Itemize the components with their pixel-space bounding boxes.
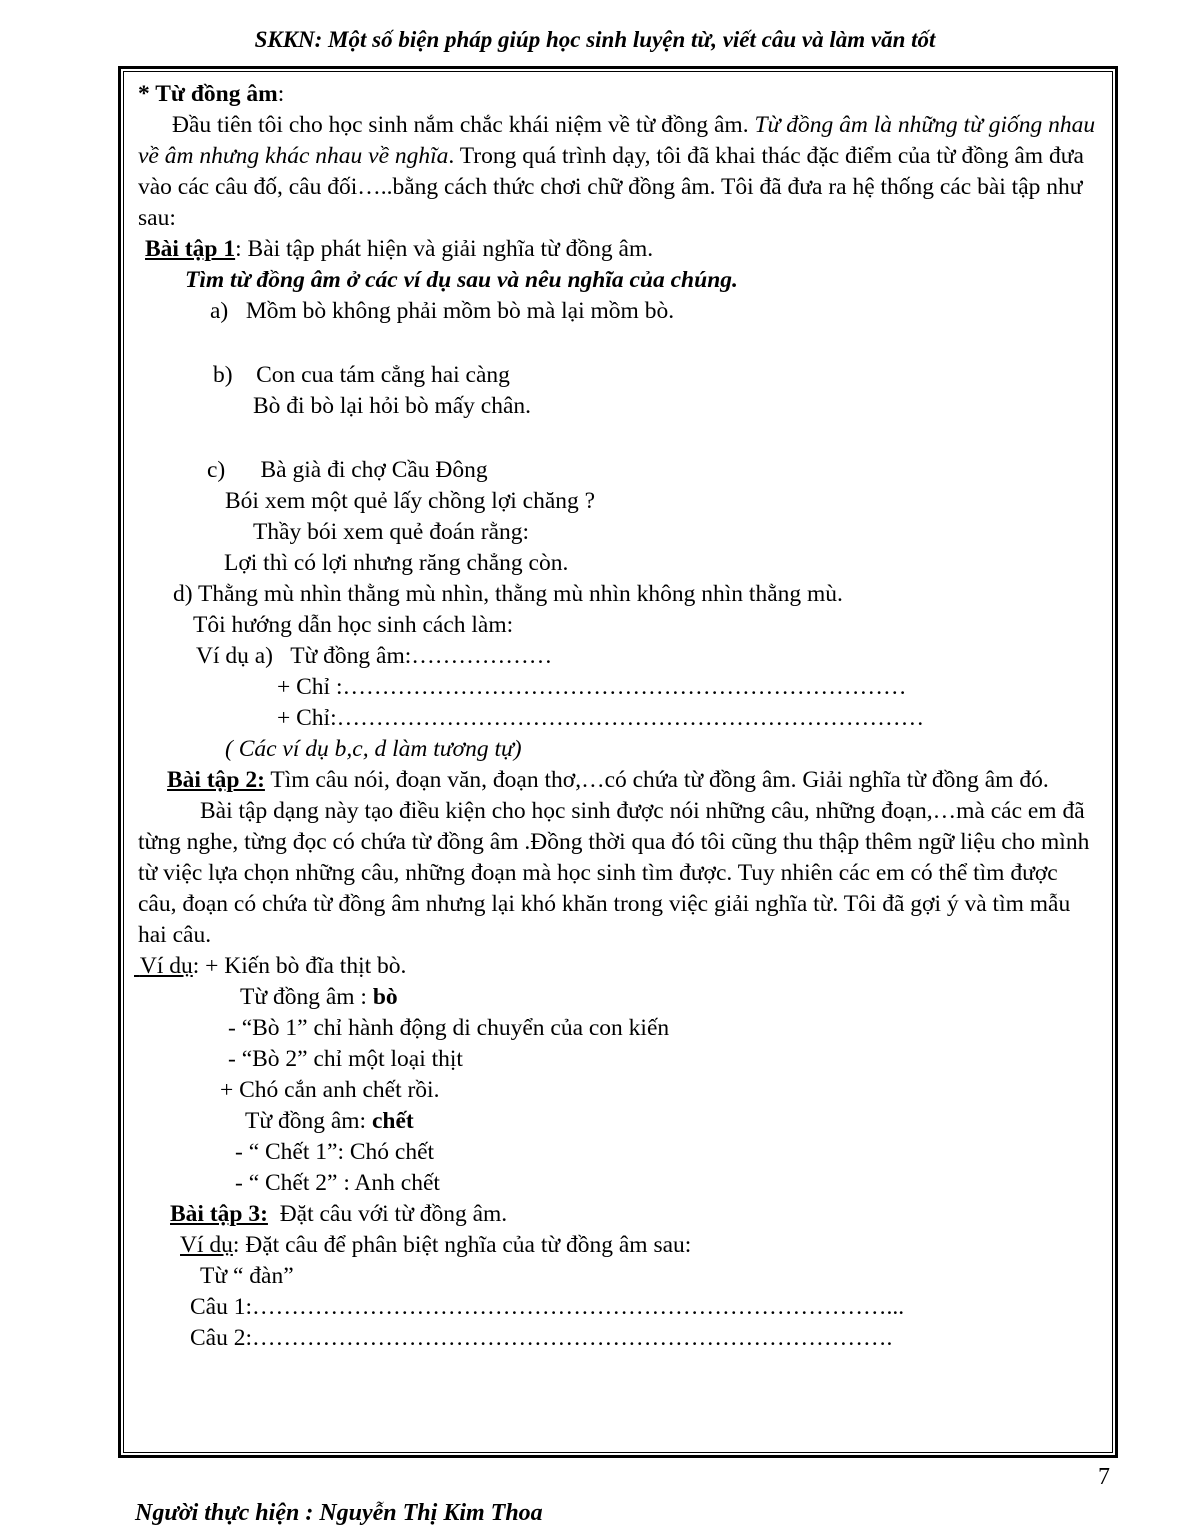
intro-text-2: . Trong quá trình dạy, tôi đã khai thác đặc điểm của từ đồng âm đưa vào các câu đố, câu đối…..bằng cách thức chơi chữ đồng âm. Tôi đã đưa ra hệ thống các bài tập như sau: — [138, 143, 1084, 231]
section-heading-colon: : — [277, 81, 285, 107]
exercise2-bo-intro-line — [134, 982, 1102, 1013]
exercise3-example-line — [134, 1230, 1102, 1261]
intro-paragraph — [134, 110, 1102, 234]
exercise1-item-b-line1: b) Con cua tám cẳng hai càng — [213, 362, 510, 388]
exercise3-label-suffix: Đặt câu với từ đồng âm. — [267, 1201, 508, 1227]
exercise1-chi-line1: + Chỉ :……………………………………………………………… — [277, 674, 907, 700]
content-border-box — [118, 66, 1118, 1458]
exercise2-bo1-line: - “Bò 1” chỉ hành động di chuyển của con kiến — [228, 1015, 670, 1041]
intro-definition-italic: Từ đồng âm là những từ giống nhau về âm nhưng khác nhau về nghĩa — [138, 112, 1096, 169]
exercise3-title — [134, 1199, 1102, 1230]
exercise2-label-suffix: Tìm câu nói, đoạn văn, đoạn thơ,…có chứa từ đồng âm. Giải nghĩa từ đồng âm đó. — [264, 767, 1049, 793]
section-heading-star: * — [138, 81, 156, 107]
exercise1-item-b-line2: Bò đi bò lại hỏi bò mấy chân. — [253, 393, 532, 419]
exercise2-bo-word: bò — [372, 984, 398, 1010]
exercise2-label: Bài tập 2: — [167, 767, 265, 793]
exercise3-cau1-line: Câu 1:………………………………………………………………………... — [190, 1294, 905, 1320]
exercise1-item-a: a) Mồm bò không phải mồm bò mà lại mồm bò. — [210, 298, 675, 324]
exercise3-example-label: Ví dụ — [180, 1232, 233, 1258]
exercise2-cho-line: + Chó cắn anh chết rồi. — [220, 1077, 440, 1103]
exercise2-bo-intro: Từ đồng âm : — [240, 984, 373, 1010]
exercise1-chi-line2: + Chỉ:………………………………………………………………… — [277, 705, 925, 731]
content-border-box-inner — [123, 71, 1113, 1453]
exercise1-note: ( Các ví dụ b,c, d làm tương tự) — [225, 736, 522, 762]
running-header — [0, 26, 1190, 54]
exercise1-item-d: d) Thằng mù nhìn thằng mù nhìn, thằng mù nhìn không nhìn thằng mù. — [173, 581, 843, 607]
exercise2-chet2-line: - “ Chết 2” : Anh chết — [235, 1170, 440, 1196]
exercise1-item-c-line1: c) Bà già đi chợ Cầu Đông — [207, 457, 488, 483]
exercise2-body-paragraph: Bài tập dạng này tạo điều kiện cho học sinh được nói những câu, những đoạn,…mà các em đã từng nghe, từng đọc có chứa từ đồng âm .Đồng thời qua đó tôi cũng thu thập thêm ngữ liệu cho mình từ việc lựa chọn những câu, những đoạn mà học sinh tìm được. Tuy nhiên các em có thể tìm được câu, đoạn có chứa từ đồng âm nhưng lại khó khăn trong việc giải nghĩa từ. Tôi đã gợi ý và tìm mẫu hai câu. — [138, 798, 1090, 948]
exercise1-label: Bài tập 1 — [145, 236, 236, 262]
intro-text-1: Đầu tiên tôi cho học sinh nắm chắc khái niệm về từ đồng âm. — [172, 112, 755, 138]
exercise1-prompt: Tìm từ đồng âm ở các ví dụ sau và nêu nghĩa của chúng. — [185, 267, 738, 293]
exercise1-item-c-line3: Thầy bói xem quẻ đoán rằng: — [253, 519, 530, 545]
exercise2-bo2-line: - “Bò 2” chỉ một loại thịt — [228, 1046, 463, 1072]
exercise3-word-line: Từ “ đàn” — [200, 1263, 294, 1289]
footer-author: Người thực hiện : Nguyễn Thị Kim Thoa — [135, 1500, 543, 1526]
exercise3-example-text: : Đặt câu để phân biệt nghĩa của từ đồng âm sau: — [232, 1232, 692, 1258]
exercise3-label: Bài tập 3: — [170, 1201, 268, 1227]
exercise2-chet1-line: - “ Chết 1”: Chó chết — [235, 1139, 435, 1165]
exercise1-label-suffix: : Bài tập phát hiện và giải nghĩa từ đồng âm. — [235, 236, 654, 262]
section-heading-title: Từ đồng âm — [155, 81, 278, 107]
exercise1-item-c-line2: Bói xem một quẻ lấy chồng lợi chăng ? — [225, 488, 596, 514]
exercise2-example-line — [134, 951, 1102, 982]
page-number: 7 — [1098, 1464, 1110, 1490]
header-title: SKKN: Một số biện pháp giúp học sinh luyện từ, viết câu và làm văn tốt — [254, 27, 936, 52]
exercise2-example-text: : + Kiến bò đĩa thịt bò. — [192, 953, 407, 979]
section-heading — [134, 79, 1102, 110]
exercise2-chet-intro-line — [134, 1106, 1102, 1137]
exercise1-example-a: Ví dụ a) Từ đồng âm:……………… — [196, 643, 553, 669]
exercise2-chet-intro: Từ đồng âm: — [245, 1108, 372, 1134]
spacer — [134, 327, 1102, 360]
exercise2-example-label: Ví dụ — [134, 953, 193, 979]
exercise2-chet-word: chết — [371, 1108, 414, 1134]
spacer — [134, 422, 1102, 455]
exercise2-title — [134, 765, 1102, 796]
exercise1-item-c-line4: Lợi thì có lợi nhưng răng chẳng còn. — [224, 550, 569, 576]
exercise1-guide: Tôi hướng dẫn học sinh cách làm: — [193, 612, 514, 638]
exercise1-title — [134, 234, 1102, 265]
exercise3-cau2-line: Câu 2:………………………………………………………………………. — [190, 1325, 893, 1351]
